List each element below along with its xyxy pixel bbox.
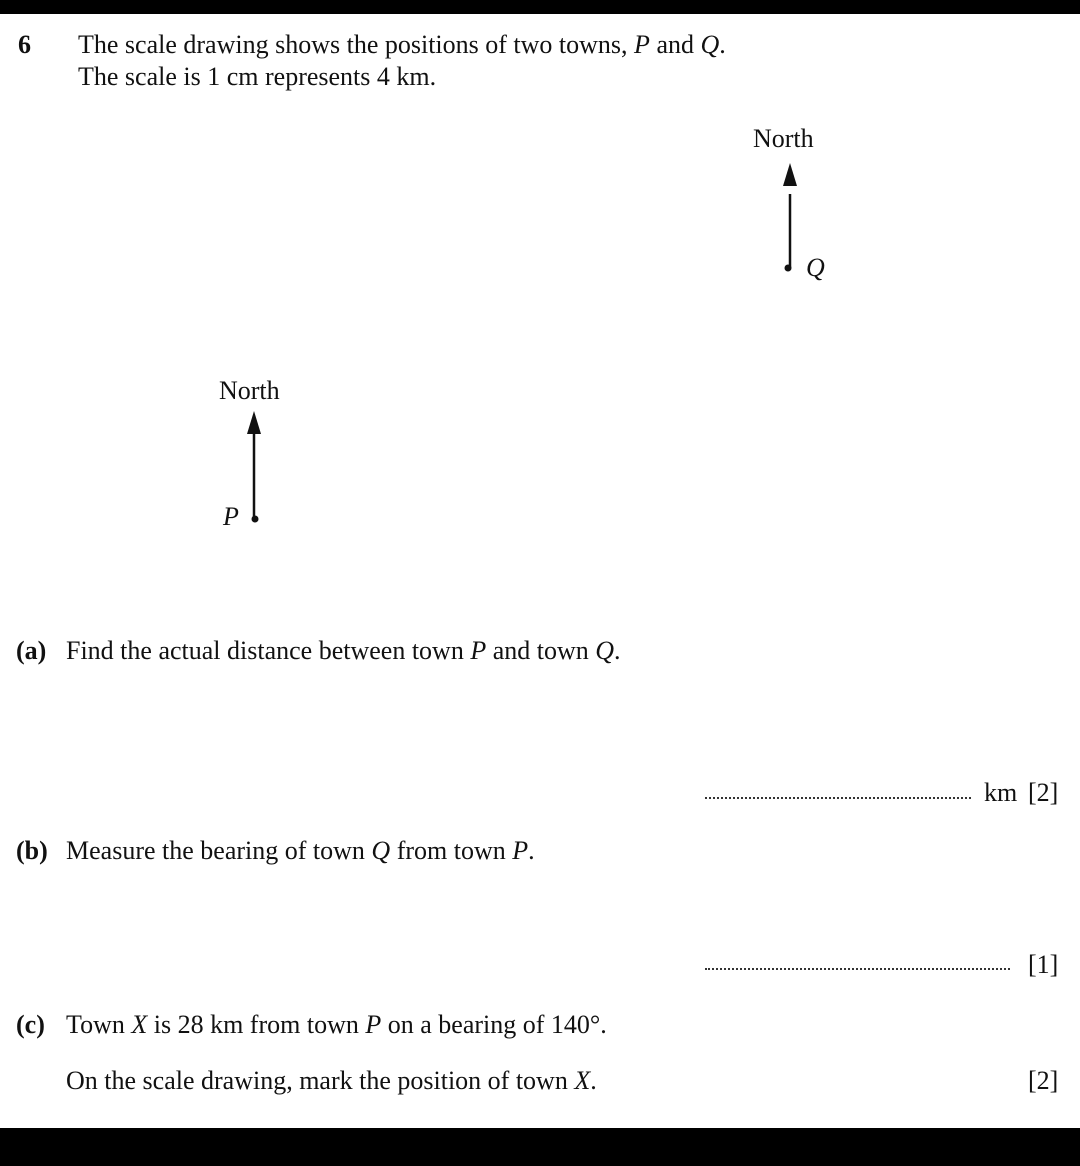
part-c-mid: is 28 km from town	[147, 1010, 366, 1039]
part-b-mid: from town	[390, 836, 513, 865]
part-b-town-q: Q	[371, 836, 391, 865]
part-c-town-x: X	[131, 1010, 148, 1039]
part-c-instruction-end: .	[590, 1066, 597, 1095]
north-arrow-p-head	[247, 411, 261, 434]
part-a-text: Find the actual distance between town	[66, 636, 471, 665]
part-c-statement	[66, 1010, 607, 1040]
north-label-q: North	[753, 124, 814, 153]
part-c-instruction-town: X	[574, 1066, 591, 1095]
part-b-answer-line[interactable]	[705, 968, 1010, 970]
town-p-label: P	[223, 502, 239, 531]
part-a-town-q: Q	[595, 636, 615, 665]
town-q-point	[785, 265, 792, 272]
part-c-marks: [2]	[1028, 1066, 1059, 1095]
part-b-end: .	[528, 836, 535, 865]
exam-page	[0, 14, 1080, 1128]
part-b-text: Measure the bearing of town	[66, 836, 372, 865]
town-q-label: Q	[806, 253, 825, 282]
part-b-town-p: P	[512, 836, 529, 865]
part-b-question	[66, 836, 535, 866]
part-a-marks: [2]	[1028, 778, 1059, 807]
town-p-point	[252, 516, 259, 523]
question-number: 6	[18, 30, 31, 59]
part-a-unit: km	[984, 778, 1018, 807]
north-label-p: North	[219, 376, 280, 405]
part-c-end: on a bearing of 140°.	[381, 1010, 607, 1039]
part-a-question	[66, 636, 621, 666]
north-arrow-q-head	[783, 163, 797, 186]
town-p-ref: P	[634, 30, 650, 59]
part-c-instruction	[66, 1066, 597, 1096]
part-c-text: Town	[66, 1010, 132, 1039]
part-c-instruction-text: On the scale drawing, mark the position of town	[66, 1066, 575, 1095]
part-a-label: (a)	[16, 636, 47, 665]
part-a-town-p: P	[470, 636, 487, 665]
part-c-label: (c)	[16, 1010, 45, 1039]
town-q-ref: Q	[700, 30, 720, 59]
intro-text: The scale drawing shows the positions of two towns,	[78, 30, 635, 59]
part-a-end: .	[614, 636, 621, 665]
scale-drawing	[0, 14, 1080, 1128]
part-b-label: (b)	[16, 836, 48, 865]
part-a-mid: and town	[486, 636, 596, 665]
part-c-town-p: P	[365, 1010, 382, 1039]
part-a-answer-line[interactable]	[705, 797, 971, 799]
intro-and: and	[649, 30, 701, 59]
part-b-marks: [1]	[1028, 950, 1059, 979]
question-intro-line2: The scale is 1 cm represents 4 km.	[78, 62, 437, 91]
intro-period: .	[719, 30, 726, 59]
